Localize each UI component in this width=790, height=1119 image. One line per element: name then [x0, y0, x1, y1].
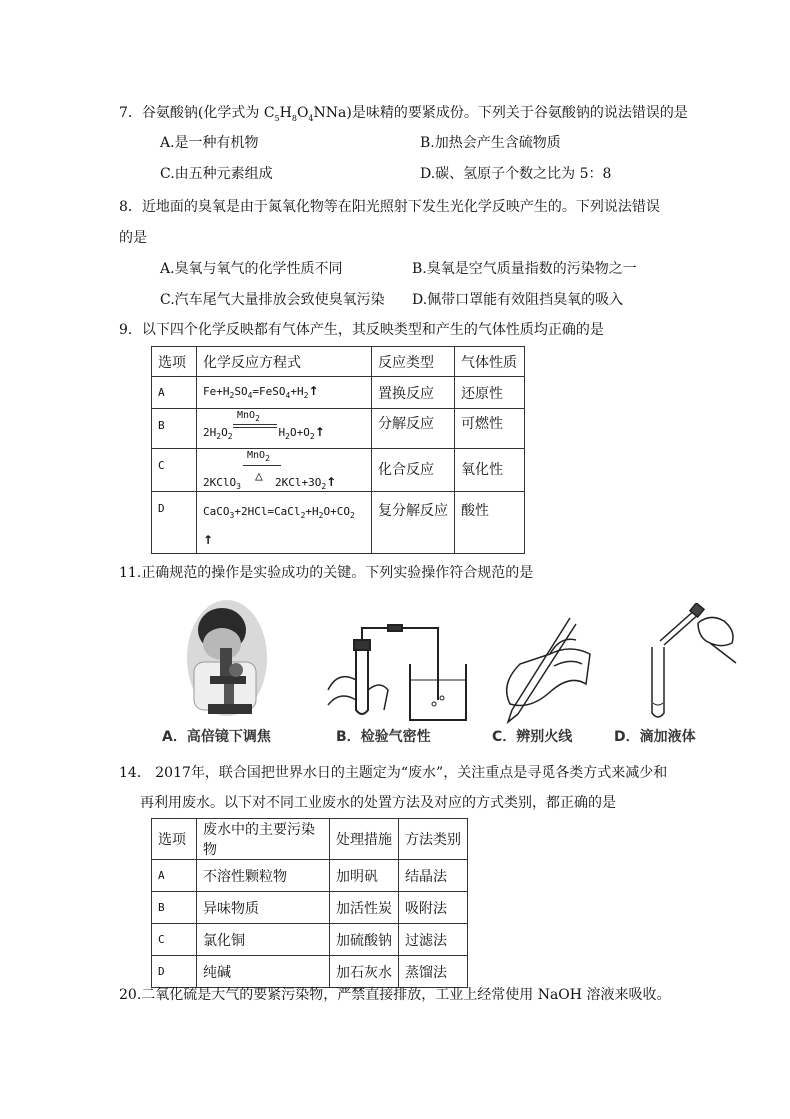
table-cell: A [152, 860, 197, 892]
sub: 4 [285, 391, 291, 401]
q8-option-c: C.汽车尾气大量排放会致使臭氧污染 [160, 292, 385, 308]
condition-bar [233, 424, 277, 425]
sub: 2 [303, 391, 309, 401]
q14-table [151, 818, 468, 988]
q7-option-c: C.由五种元素组成 [160, 166, 273, 182]
q14-stem-line1: 14． 2017年，联合国把世界水日的主题定为“废水”，关注重点是寻觅各类方式来减少和 [119, 765, 668, 781]
table-cell: 酸性 [455, 492, 525, 554]
sub: 2 [349, 511, 355, 521]
cond-text: MnO [247, 450, 266, 461]
table-row [152, 956, 468, 988]
condition-bar [243, 465, 281, 466]
sub: 4 [247, 391, 253, 401]
q7-stem-part: H [279, 105, 292, 121]
sub: 2 [318, 511, 324, 521]
sub: 2 [300, 511, 306, 521]
q8-stem-line1: 8．近地面的臭氧是由于氮氧化物等在阳光照射下发生光化学反映产生的。下列说法错误 [119, 199, 660, 215]
table-header: 方法类别 [399, 819, 468, 860]
table-cell: 吸附法 [399, 892, 468, 924]
table-header: 选项 [152, 819, 197, 860]
reaction-condition [237, 410, 260, 423]
gas-arrow-icon: ↑ [326, 475, 337, 489]
eq-part: +H [305, 505, 319, 519]
q7-option-d: D.碳、氢原子个数之比为 5：8 [420, 166, 612, 182]
sub: 4 [308, 113, 314, 123]
sub: 3 [229, 511, 235, 521]
sub: 2 [255, 414, 260, 423]
table-cell: 蒸馏法 [399, 956, 468, 988]
sub: 2 [216, 432, 222, 442]
table-cell: 不溶性颗粒物 [197, 860, 330, 892]
equation-a [197, 377, 372, 409]
table-row [152, 409, 525, 449]
gas-arrow-icon: ↑ [314, 425, 325, 439]
sub: 2 [227, 432, 233, 442]
sub: 2 [285, 432, 290, 442]
gas-arrow-icon: ↑ [203, 533, 214, 548]
table-cell: 过滤法 [399, 924, 468, 956]
table-cell: 加石灰水 [330, 956, 399, 988]
q7-stem-part: NNa)是味精的要紧成份。下列关于谷氨酸钠的说法错误的是 [313, 105, 688, 121]
table-cell: C [152, 449, 197, 492]
q9-table [151, 346, 525, 554]
table-cell: B [152, 409, 197, 449]
table-cell: 还原性 [455, 377, 525, 409]
cond-text: MnO [237, 410, 256, 421]
eq-part: 2KCl+3O [274, 476, 322, 489]
table-cell: 分解反应 [372, 409, 455, 449]
figure-caption-c: C．辨别火线 [492, 729, 573, 745]
table-cell: 异味物质 [197, 892, 330, 924]
q9-stem: 9．以下四个化学反映都有气体产生，其反映类型和产生的气体性质均正确的是 [119, 322, 604, 338]
q7-option-a: A.是一种有机物 [160, 135, 259, 151]
gas-arrow-icon: ↑ [308, 384, 319, 399]
reaction-condition [247, 450, 270, 463]
q7-stem [119, 103, 688, 129]
table-row [152, 892, 468, 924]
q7-stem-part: 7．谷氨酸钠(化学式为 C [119, 105, 275, 121]
table-header: 选项 [152, 347, 197, 377]
table-header: 处理措施 [330, 819, 399, 860]
eq-part: O [221, 426, 228, 439]
eq-part: 2KClO [203, 476, 237, 489]
table-cell: A [152, 377, 197, 409]
q8-stem-line2: 的是 [119, 230, 147, 246]
figure-caption-b: B．检验气密性 [336, 729, 431, 745]
test-pencil-figure [490, 614, 600, 724]
q8-option-b: B.臭氧是空气质量指数的污染物之一 [412, 261, 637, 277]
q14-stem-line2: 再利用废水。以下对不同工业废水的处置方法及对应的方式类别，都正确的是 [140, 795, 616, 811]
eq-part: =FeSO [252, 385, 286, 399]
eq-part: H [278, 426, 286, 439]
table-header: 反应类型 [372, 347, 455, 377]
figure-caption-a: A．高倍镜下调焦 [162, 729, 271, 745]
sub: 3 [236, 482, 241, 492]
airtightness-test-figure [318, 620, 478, 725]
equation-b [197, 409, 372, 449]
sub: 2 [321, 482, 327, 492]
table-cell: 置换反应 [372, 377, 455, 409]
table-header-row [152, 819, 468, 860]
sub: 2 [229, 391, 235, 401]
table-row [152, 924, 468, 956]
table-row [152, 449, 525, 492]
eq-part: SO [234, 385, 248, 399]
sub: 2 [309, 432, 315, 442]
table-header-row [152, 347, 525, 377]
sub: 5 [274, 113, 280, 123]
microscope-photo [180, 598, 275, 723]
table-cell: D [152, 492, 197, 554]
dropper-figure [640, 603, 740, 723]
table-cell: 化合反应 [372, 449, 455, 492]
table-cell: 加硫酸钠 [330, 924, 399, 956]
eq-part: O+O [289, 426, 310, 439]
table-cell: B [152, 892, 197, 924]
table-row [152, 377, 525, 409]
eq-part: 2H [203, 426, 217, 439]
eq-part: Fe+H [203, 385, 230, 399]
q20-stem: 20.二氧化硫是大气的要紧污染物，严禁直接排放，工业上经常使用 NaOH 溶液来吸收。 [119, 987, 671, 1003]
table-cell: 复分解反应 [372, 492, 455, 554]
eq-part: +2HCl=CaCl [234, 505, 301, 519]
heat-triangle-icon: △ [255, 469, 263, 484]
q7-stem-part: O [296, 105, 309, 121]
table-cell: 纯碱 [197, 956, 330, 988]
eq-part: CaCO [203, 505, 230, 519]
eq-part: +H [290, 385, 304, 399]
q7-option-b: B.加热会产生含硫物质 [420, 135, 561, 151]
q11-stem: 11.正确规范的操作是实验成功的关键。下列实验操作符合规范的是 [119, 565, 534, 581]
table-cell: 加活性炭 [330, 892, 399, 924]
eq-part: O+CO [323, 505, 350, 519]
table-row [152, 492, 525, 554]
table-cell: 氧化性 [455, 449, 525, 492]
table-header: 废水中的主要污染物 [197, 819, 330, 860]
q8-option-d: D.佩带口罩能有效阻挡臭氧的吸入 [412, 292, 624, 308]
equation-d [197, 492, 372, 554]
figure-caption-d: D．滴加液体 [614, 729, 696, 745]
sub: 2 [265, 454, 270, 463]
condition-bar [233, 427, 277, 428]
table-cell: C [152, 924, 197, 956]
table-cell: 加明矾 [330, 860, 399, 892]
table-row [152, 860, 468, 892]
equation-c [197, 449, 372, 492]
table-header: 气体性质 [455, 347, 525, 377]
table-cell: 可燃性 [455, 409, 525, 449]
table-cell: 结晶法 [399, 860, 468, 892]
sub: 8 [291, 113, 297, 123]
q8-option-a: A.臭氧与氧气的化学性质不同 [160, 261, 343, 277]
table-cell: 氯化铜 [197, 924, 330, 956]
table-header: 化学反应方程式 [197, 347, 372, 377]
table-cell: D [152, 956, 197, 988]
